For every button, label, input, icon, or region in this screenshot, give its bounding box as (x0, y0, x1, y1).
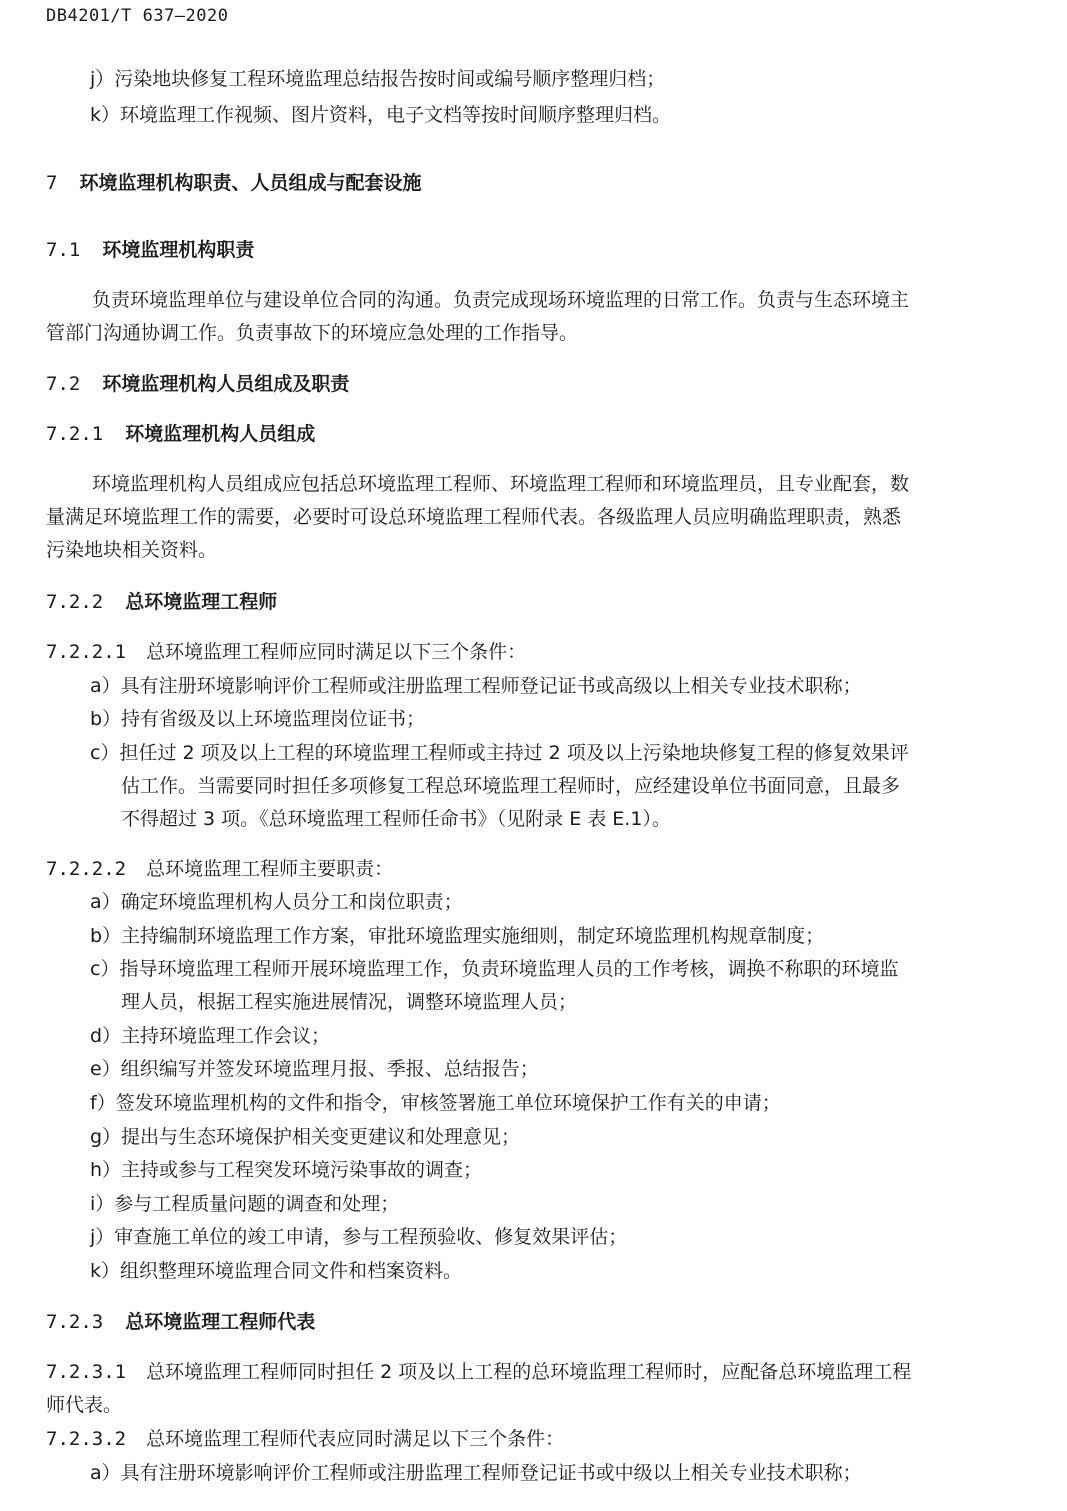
line-text: c）担任过 2 项及以上工程的环境监理工程师或主持过 2 项及以上污染地块修复工程的修复效果评 (90, 742, 909, 764)
line-text: 管部门沟通协调工作。负责事故下的环境应急处理的工作指导。 (46, 322, 579, 344)
list-item-line (0, 1125, 520, 1149)
section-heading (0, 372, 349, 396)
line-text: j）污染地块修复工程环境监理总结报告按时间或编号顺序整理归档； (90, 68, 666, 90)
list-item-line (0, 1225, 627, 1249)
body-text-line (0, 538, 217, 562)
line-text: 污染地块相关资料。 (46, 539, 218, 561)
line-text: 总环境监理工程师 (125, 591, 278, 613)
list-item-line (0, 67, 665, 91)
body-text-line (0, 321, 578, 345)
line-text: 总环境监理工程师代表 (125, 1311, 316, 1333)
list-item-line (0, 1158, 482, 1182)
section-number: 7.2.3 (46, 1311, 104, 1333)
line-text: i）参与工程质量问题的调查和处理； (90, 1193, 400, 1215)
section-number: 7.2 (46, 373, 81, 395)
list-item-line (0, 807, 671, 831)
clause-line (0, 1427, 564, 1451)
section-number: 7 (46, 172, 58, 194)
line-text: e）组织编写并签发环境监理月报、季报、总结报告； (90, 1058, 539, 1080)
list-item-line (0, 1461, 862, 1485)
line-text: 总环境监理工程师应同时满足以下三个条件： (146, 641, 527, 663)
line-text: c）指导环境监理工程师开展环境监理工作，负责环境监理人员的工作考核，调换不称职的环境监 (90, 958, 899, 980)
section-heading (0, 590, 277, 614)
list-item-line (0, 1259, 462, 1283)
clause-line (0, 640, 526, 664)
section-number: 7.1 (46, 239, 81, 261)
line-text: 环境监理机构人员组成应包括总环境监理工程师、环境监理工程师和环境监理员，且专业配套，数 (92, 473, 910, 495)
list-item-line (0, 1024, 330, 1048)
line-text: j）审查施工单位的竣工申请，参与工程预验收、修复效果评估； (90, 1226, 628, 1248)
line-text: a）确定环境监理机构人员分工和岗位职责； (90, 891, 463, 913)
list-item-line (0, 890, 463, 914)
list-item-line (0, 990, 577, 1014)
list-item-line (0, 674, 862, 698)
body-text-line (0, 472, 909, 496)
section-number: 7.2.2.1 (46, 641, 127, 663)
line-text: a）具有注册环境影响评价工程师或注册监理工程师登记证书或中级以上相关专业技术职称； (90, 1462, 862, 1484)
list-item-line (0, 1057, 539, 1081)
section-number: 7.2.2 (46, 591, 104, 613)
list-item-line (0, 741, 909, 765)
section-heading (0, 171, 421, 195)
line-text: h）主持或参与工程突发环境污染事故的调查； (90, 1159, 483, 1181)
body-text-line (0, 505, 901, 529)
line-text: 总环境监理工程师主要职责： (146, 858, 394, 880)
section-number: 7.2.3.2 (46, 1428, 127, 1450)
section-heading (0, 422, 315, 446)
line-text: 总环境监理工程师同时担任 2 项及以上工程的总环境监理工程师时，应配备总环境监理工程 (146, 1361, 912, 1383)
line-text: b）主持编制环境监理工作方案，审批环境监理实施细则，制定环境监理机构规章制度； (90, 925, 825, 947)
line-text: 环境监理机构人员组成 (125, 423, 316, 445)
clause-line (0, 1360, 911, 1384)
line-text: 负责环境监理单位与建设单位合同的沟通。负责完成现场环境监理的日常工作。负责与生态环境主 (92, 289, 910, 311)
line-text: k）组织整理环境监理合同文件和档案资料。 (90, 1260, 463, 1282)
line-text: 不得超过 3 项。《总环境监理工程师任命书》（见附录 E 表 E.1）。 (121, 808, 671, 830)
line-text: d）主持环境监理工作会议； (90, 1025, 331, 1047)
list-item-line (0, 103, 671, 127)
list-item-line (0, 924, 824, 948)
body-text-line (0, 1393, 122, 1417)
list-item-line (0, 1192, 399, 1216)
line-text: 环境监理机构人员组成及职责 (102, 373, 350, 395)
line-text: 环境监理机构职责 (102, 239, 255, 261)
clause-line (0, 857, 393, 881)
line-text: 总环境监理工程师代表应同时满足以下三个条件： (146, 1428, 565, 1450)
line-text: 量满足环境监理工作的需要，必要时可设总环境监理工程师代表。各级监理人员应明确监理职责，熟悉 (46, 506, 902, 528)
line-text: 理人员，根据工程实施进展情况，调整环境监理人员； (121, 991, 578, 1013)
line-text: g）提出与生态环境保护相关变更建议和处理意见； (90, 1126, 521, 1148)
line-text: f）签发环境监理机构的文件和指令，审核签署施工单位环境保护工作有关的申请； (90, 1092, 781, 1114)
line-text: 估工作。当需要同时担任多项修复工程总环境监理工程师时，应经建设单位书面同意，且最多 (121, 775, 901, 797)
list-item-line (0, 957, 898, 981)
line-text: a）具有注册环境影响评价工程师或注册监理工程师登记证书或高级以上相关专业技术职称； (90, 675, 862, 697)
line-text: 师代表。 (46, 1394, 123, 1416)
list-item-line (0, 774, 900, 798)
document-code-header: DB4201/T 637—2020 (46, 6, 229, 26)
line-text: 环境监理机构职责、人员组成与配套设施 (79, 172, 422, 194)
line-text: k）环境监理工作视频、图片资料，电子文档等按时间顺序整理归档。 (90, 104, 672, 126)
list-item-line (0, 1091, 781, 1115)
section-number: 7.2.3.1 (46, 1361, 127, 1383)
section-heading (0, 238, 254, 262)
section-number: 7.2.1 (46, 423, 104, 445)
section-heading (0, 1310, 315, 1334)
body-text-line (0, 288, 909, 312)
section-number: 7.2.2.2 (46, 858, 127, 880)
line-text: b）持有省级及以上环境监理岗位证书； (90, 708, 426, 730)
list-item-line (0, 707, 425, 731)
